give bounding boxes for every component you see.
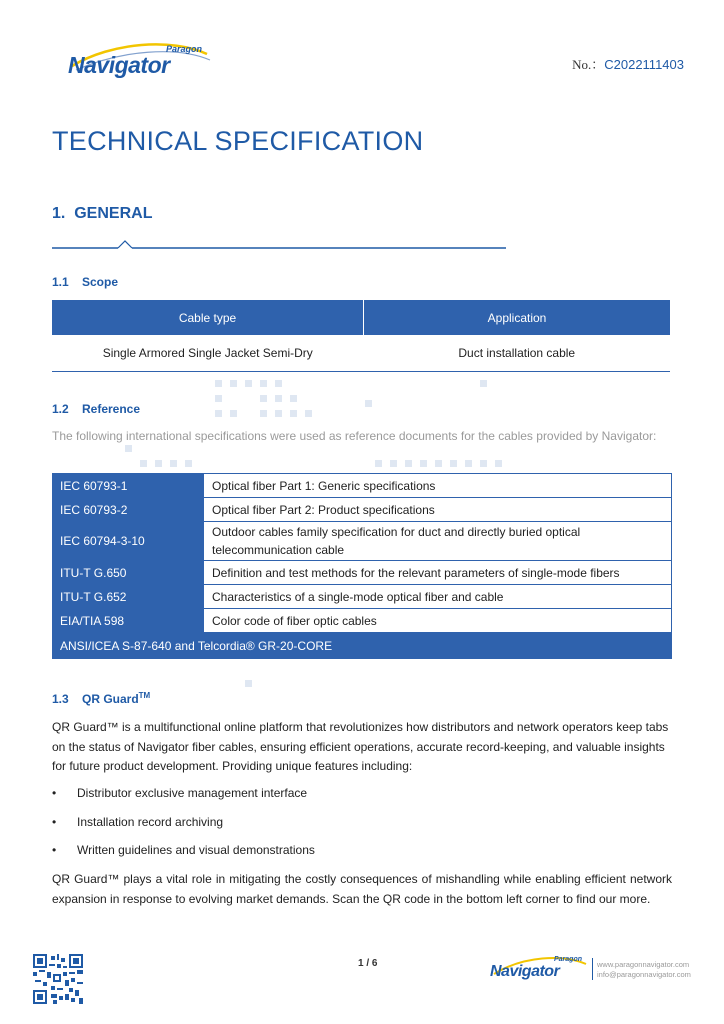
footer-logo [488, 952, 588, 986]
cell-cable-type: Single Armored Single Jacket Semi-Dry [52, 335, 364, 372]
list-item-text: Installation record archiving [77, 815, 224, 829]
table-row [52, 561, 672, 585]
spec-code: ITU-T G.652 [52, 585, 204, 609]
qr-guard-paragraph: QR Guard™ is a multifunctional online platform that revolutionizes how distributors and network operators keep tabs on the status of Navigator fiber cables, ensuring efficient operations, accurate record-keeping, and valuable insights for future product development. Providing unique features including: [52, 720, 669, 773]
list-item-text: Distributor exclusive management interface [77, 786, 308, 800]
logo-sub-text: Paragon [554, 956, 583, 963]
list-item-text: Written guidelines and visual demonstrations [77, 843, 315, 857]
subsection-title: Scope [82, 275, 119, 289]
page-title: TECHNICAL SPECIFICATION [52, 126, 424, 156]
list-item: • Installation record archiving [52, 815, 224, 829]
page-number: 1 / 6 [358, 958, 378, 969]
subsection-heading-reference [52, 402, 140, 416]
reference-intro: The following international specifications were used as reference documents for the cables provided by Navigator: [52, 429, 657, 443]
spec-description: Optical fiber Part 1: Generic specifications [204, 474, 672, 498]
section-title: GENERAL [74, 205, 153, 222]
scope-table [52, 300, 670, 372]
spec-code: EIA/TIA 598 [52, 609, 204, 633]
subsection-title: QR Guard [82, 692, 139, 706]
website-link[interactable]: www.paragonnavigator.com [597, 960, 690, 969]
footer-divider [592, 958, 593, 980]
spec-description: Characteristics of a single-mode optical fiber and cable [204, 585, 672, 609]
table-row [52, 633, 672, 660]
table-row [52, 498, 672, 522]
column-header-cable-type: Cable type [52, 300, 364, 335]
logo-sub-text: Paragon [166, 44, 203, 54]
list-item: • Written guidelines and visual demonstrations [52, 843, 315, 857]
table-row [52, 522, 672, 561]
qr-code-icon[interactable] [33, 954, 83, 1004]
table-row [52, 335, 670, 372]
reference-table [52, 473, 672, 659]
logo-brand-text: Navigator [68, 52, 170, 78]
spec-code: IEC 60794-3-10 [52, 522, 204, 561]
spec-code: IEC 60793-2 [52, 498, 204, 522]
table-header-row [52, 300, 670, 335]
table-row [52, 474, 672, 498]
email-link[interactable]: info@paragonnavigator.com [597, 970, 691, 979]
doc-no-value: C2022111403 [604, 57, 684, 72]
cell-application: Duct installation cable [364, 335, 671, 372]
document-number [572, 54, 684, 73]
subsection-heading-qr-guard [52, 691, 150, 706]
subsection-heading-scope [52, 275, 118, 289]
logo-brand-text: Navigator [490, 963, 560, 980]
qr-guard-closing-paragraph: QR Guard™ plays a vital role in mitigating the costly consequences of mishandling while enabling efficient network expansion in response to evolving market demands. Scan the QR code in the bottom left corner to find our more. [52, 872, 672, 906]
trademark-sup: TM [138, 691, 151, 700]
subsection-number: 1.1 [52, 275, 69, 289]
spec-code: IEC 60793-1 [52, 474, 204, 498]
spec-description: Optical fiber Part 2: Product specifications [204, 498, 672, 522]
table-row [52, 585, 672, 609]
spec-description: Definition and test methods for the relevant parameters of single-mode fibers [204, 561, 672, 585]
subsection-number: 1.2 [52, 402, 69, 416]
spec-description: Color code of fiber optic cables [204, 609, 672, 633]
subsection-title: Reference [82, 402, 141, 416]
section-number: 1. [52, 205, 66, 222]
spec-code: ITU-T G.650 [52, 561, 204, 585]
column-header-application: Application [364, 300, 671, 335]
spec-footer-row: ANSI/ICEA S-87-640 and Telcordia® GR-20-CORE [52, 633, 672, 660]
section-divider [52, 238, 508, 252]
header-logo [62, 36, 212, 80]
list-item: • Distributor exclusive management interface [52, 786, 308, 800]
section-heading-general [52, 205, 152, 223]
spec-description: Outdoor cables family specification for duct and directly buried optical telecommunication cable [204, 522, 672, 561]
subsection-number: 1.3 [52, 692, 69, 706]
table-row [52, 609, 672, 633]
doc-no-label: No.： [572, 57, 605, 72]
